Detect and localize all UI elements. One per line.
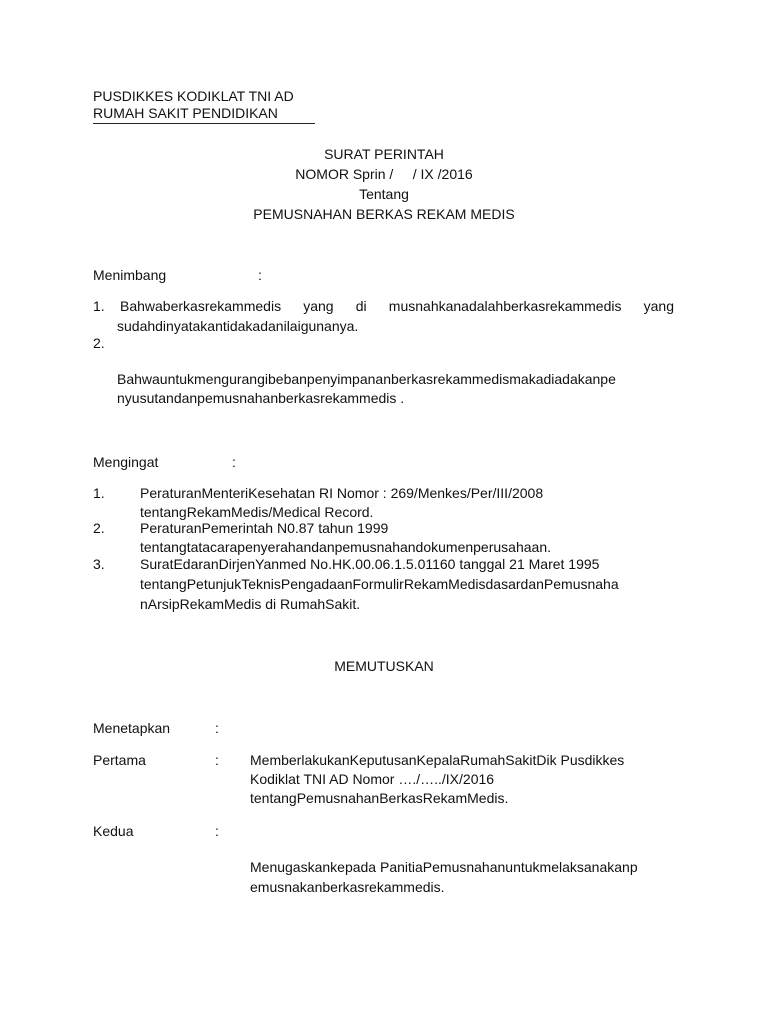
mengingat-item-3-num: 3. (93, 556, 105, 572)
mengingat-colon: : (232, 454, 236, 470)
kedua-label: Kedua (93, 823, 134, 839)
mengingat-label: Mengingat (93, 454, 159, 470)
header-underline (93, 123, 315, 124)
menimbang-item-2-line2: nyusutandanpemusnahanberkasrekammedis . (117, 390, 405, 406)
doc-subject: PEMUSNAHAN BERKAS REKAM MEDIS (253, 206, 515, 222)
mengingat-item-1-line1: PeraturanMenteriKesehatan RI Nomor : 269/Menkes/Per/III/2008 (140, 485, 544, 501)
mengingat-item-1-num: 1. (93, 485, 105, 501)
mengingat-item-3-line1: SuratEdaranDirjenYanmed No.HK.00.06.1.5.01160 tanggal 21 Maret 1995 (140, 556, 600, 572)
mengingat-item-1-line2: tentangRekamMedis/Medical Record. (140, 504, 374, 520)
menimbang-item-2-line1: Bahwauntukmengurangibebanpenyimpananberkasrekammedismakadiadakanpe (117, 371, 616, 387)
kedua-line2: emusnakanberkasrekammedis. (250, 879, 445, 895)
menimbang-colon: : (258, 267, 262, 283)
header-org-line2: RUMAH SAKIT PENDIDIKAN (93, 105, 278, 121)
pertama-line1: MemberlakukanKeputusanKepalaRumahSakitDik Pusdikkes (250, 752, 625, 768)
mengingat-item-3-line2: tentangPetunjukTeknisPengadaanFormulirRekamMedisdasardanPemusnaha (140, 576, 619, 592)
header-org-line1: PUSDIKKES KODIKLAT TNI AD (93, 88, 294, 104)
pertama-label: Pertama (93, 752, 146, 768)
mengingat-item-2-num: 2. (93, 520, 105, 536)
pertama-colon: : (215, 752, 219, 768)
menimbang-item-1-line2: sudahdinyatakantidakadanilaigunanya. (117, 318, 359, 334)
doc-title: SURAT PERINTAH (324, 146, 444, 162)
menimbang-item-1-num: 1. (93, 298, 105, 314)
menimbang-item-2-num: 2. (93, 335, 105, 351)
pertama-line2: Kodiklat TNI AD Nomor …./…../IX/2016 (250, 771, 495, 787)
menimbang-label: Menimbang (93, 267, 167, 283)
doc-tentang: Tentang (359, 186, 409, 202)
menetapkan-colon: : (215, 720, 219, 736)
kedua-colon: : (215, 823, 219, 839)
mengingat-item-2-line1: PeraturanPemerintah N0.87 tahun 1999 (140, 520, 389, 536)
mengingat-item-3-line3: nArsipRekamMedis di RumahSakit. (140, 596, 361, 612)
mengingat-item-2-line2: tentangtatacarapenyerahandanpemusnahandokumenperusahaan. (140, 539, 551, 555)
kedua-line1: Menugaskankepada PanitiaPemusnahanuntukmelaksanakanp (250, 859, 638, 875)
menetapkan-label: Menetapkan (93, 720, 171, 736)
menimbang-item-1-line1: Bahwaberkasrekammedis yang di musnahkanadalahberkasrekammedis yang (120, 298, 674, 314)
doc-number: NOMOR Sprin / / IX /2016 (295, 166, 473, 182)
pertama-line3: tentangPemusnahanBerkasRekamMedis. (250, 790, 509, 806)
memutuskan-heading: MEMUTUSKAN (334, 658, 434, 674)
